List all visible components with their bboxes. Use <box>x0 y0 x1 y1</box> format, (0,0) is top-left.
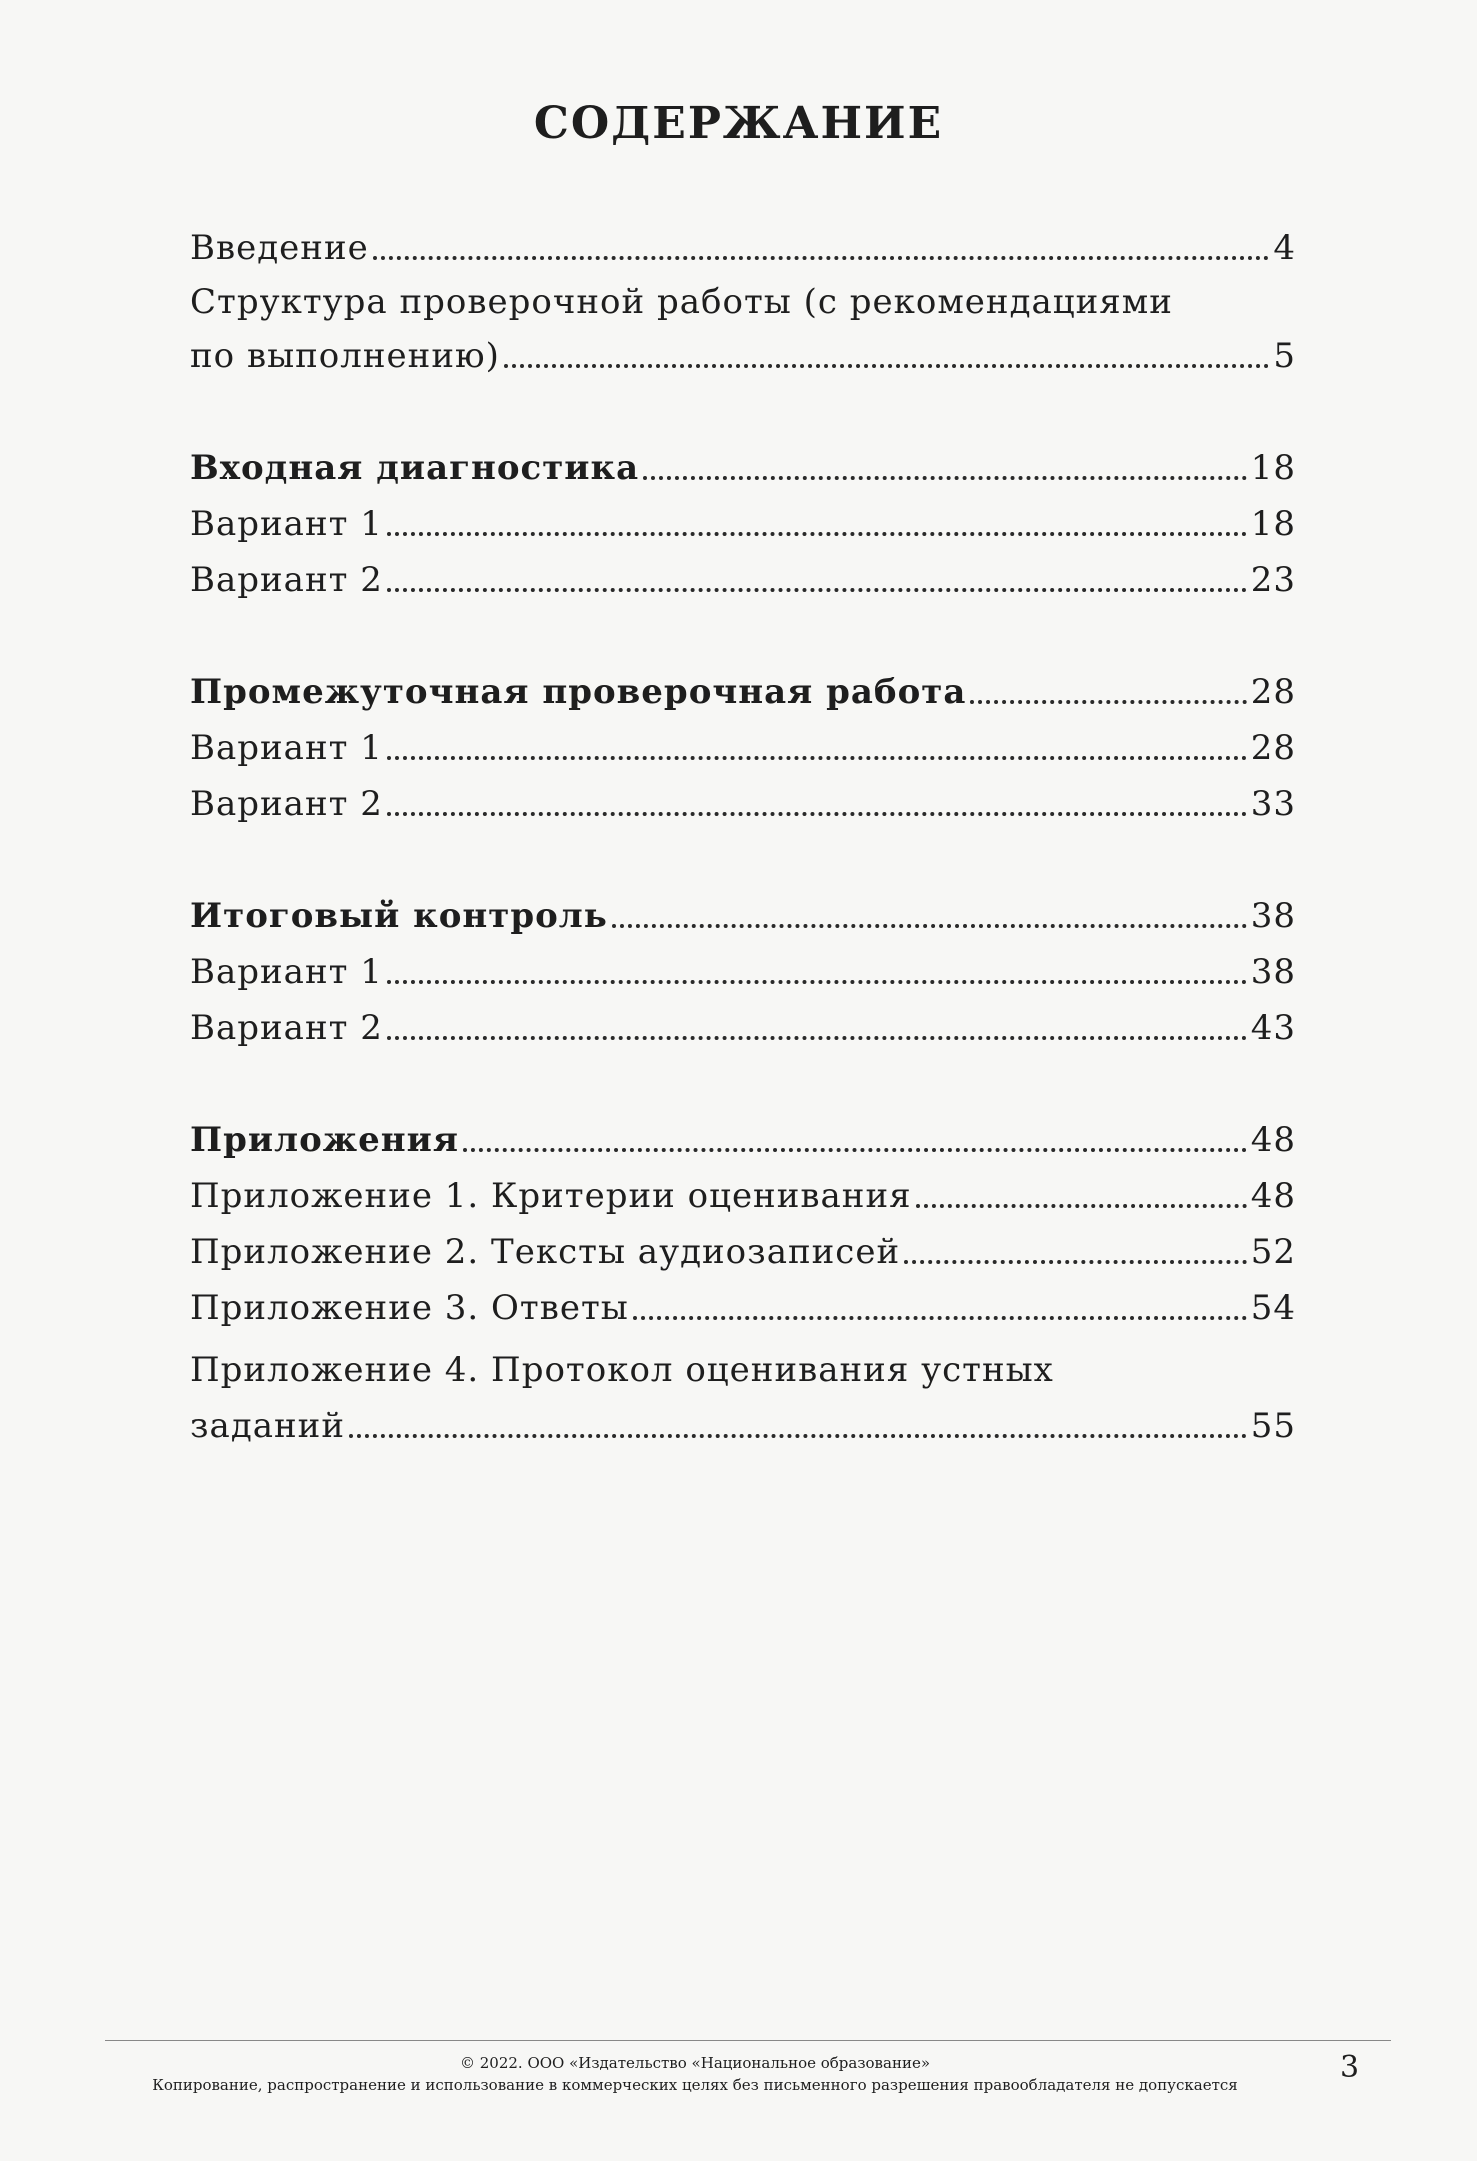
toc-entry-final-variant-1 <box>190 950 1296 994</box>
toc-page: 4 <box>1273 228 1296 268</box>
toc-page: 28 <box>1250 672 1296 712</box>
toc-page: 55 <box>1250 1406 1296 1446</box>
toc-entry-midterm <box>190 670 1296 714</box>
toc-label: Вариант 1 <box>190 952 383 992</box>
toc-leader <box>633 1316 1247 1320</box>
toc-entry-final-variant-2 <box>190 1006 1296 1050</box>
toc-label: Приложение 3. Ответы <box>190 1288 629 1328</box>
toc-entry-input-diagnostics <box>190 446 1296 490</box>
toc-leader <box>387 756 1247 760</box>
toc-page: 33 <box>1250 784 1296 824</box>
toc-page: 38 <box>1250 896 1296 936</box>
toc-leader <box>387 588 1247 592</box>
toc-label: Приложения <box>190 1120 459 1160</box>
toc-leader <box>916 1204 1247 1208</box>
toc-leader <box>970 700 1246 704</box>
toc-entry-intro <box>190 226 1296 270</box>
toc-leader <box>504 364 1270 368</box>
toc-page: 23 <box>1250 560 1296 600</box>
toc-entry-appendix-4 <box>190 1404 1296 1448</box>
toc-entry-appendices <box>190 1118 1296 1162</box>
page-title: СОДЕРЖАНИЕ <box>533 98 944 149</box>
toc-entry-final <box>190 894 1296 938</box>
toc-leader <box>387 1036 1247 1040</box>
toc-entry-input-variant-1 <box>190 502 1296 546</box>
footer-notice: Копирование, распространение и использование в коммерческих целях без письменного разрешения правообладателя не допускается <box>152 2076 1238 2094</box>
toc-label: Вариант 2 <box>190 784 383 824</box>
toc-label: Вариант 2 <box>190 560 383 600</box>
toc-label: Вариант 2 <box>190 1008 383 1048</box>
toc-label: Итоговый контроль <box>190 896 608 936</box>
toc-page: 38 <box>1250 952 1296 992</box>
toc-entry-structure <box>190 334 1296 378</box>
toc-entry-input-variant-2 <box>190 558 1296 602</box>
toc-entry-midterm-variant-2 <box>190 782 1296 826</box>
toc-entry-midterm-variant-1 <box>190 726 1296 770</box>
toc-leader <box>387 812 1247 816</box>
toc-label: Приложение 1. Критерии оценивания <box>190 1176 912 1216</box>
toc-page: 54 <box>1250 1288 1296 1328</box>
toc-page: 5 <box>1273 336 1296 376</box>
toc-label: Вариант 1 <box>190 728 383 768</box>
toc-leader <box>643 476 1247 480</box>
toc-page: 28 <box>1250 728 1296 768</box>
toc-leader <box>612 924 1247 928</box>
toc-label: по выполнению) <box>190 336 500 376</box>
toc-page: 18 <box>1250 448 1296 488</box>
toc-leader <box>904 1260 1247 1264</box>
toc-entry-appendix-4-line1: Приложение 4. Протокол оценивания устных <box>190 1350 1054 1390</box>
toc-leader <box>463 1148 1247 1152</box>
toc-label: Вариант 1 <box>190 504 383 544</box>
toc-page: 48 <box>1250 1176 1296 1216</box>
toc-page: 52 <box>1250 1232 1296 1272</box>
toc-label: Введение <box>190 228 369 268</box>
toc-label: заданий <box>190 1406 346 1446</box>
toc-entry-appendix-2 <box>190 1230 1296 1274</box>
toc-entry-appendix-3 <box>190 1286 1296 1330</box>
toc-leader <box>387 532 1247 536</box>
toc-leader <box>373 256 1270 260</box>
toc-label: Входная диагностика <box>190 448 640 488</box>
toc-page: 43 <box>1250 1008 1296 1048</box>
toc-label: Промежуточная проверочная работа <box>190 672 967 712</box>
toc-page: 18 <box>1250 504 1296 544</box>
footer-copyright: © 2022. ООО «Издательство «Национальное образование» <box>459 2054 930 2072</box>
toc-leader <box>387 980 1247 984</box>
footer-divider <box>105 2040 1391 2041</box>
toc-entry-appendix-1 <box>190 1174 1296 1218</box>
page-number: 3 <box>1340 2050 1360 2085</box>
toc-page: 48 <box>1250 1120 1296 1160</box>
toc-label: Приложение 2. Тексты аудиозаписей <box>190 1232 901 1272</box>
toc-entry-structure-line1: Структура проверочной работы (с рекомендациями <box>190 282 1173 322</box>
toc-leader <box>349 1434 1247 1438</box>
